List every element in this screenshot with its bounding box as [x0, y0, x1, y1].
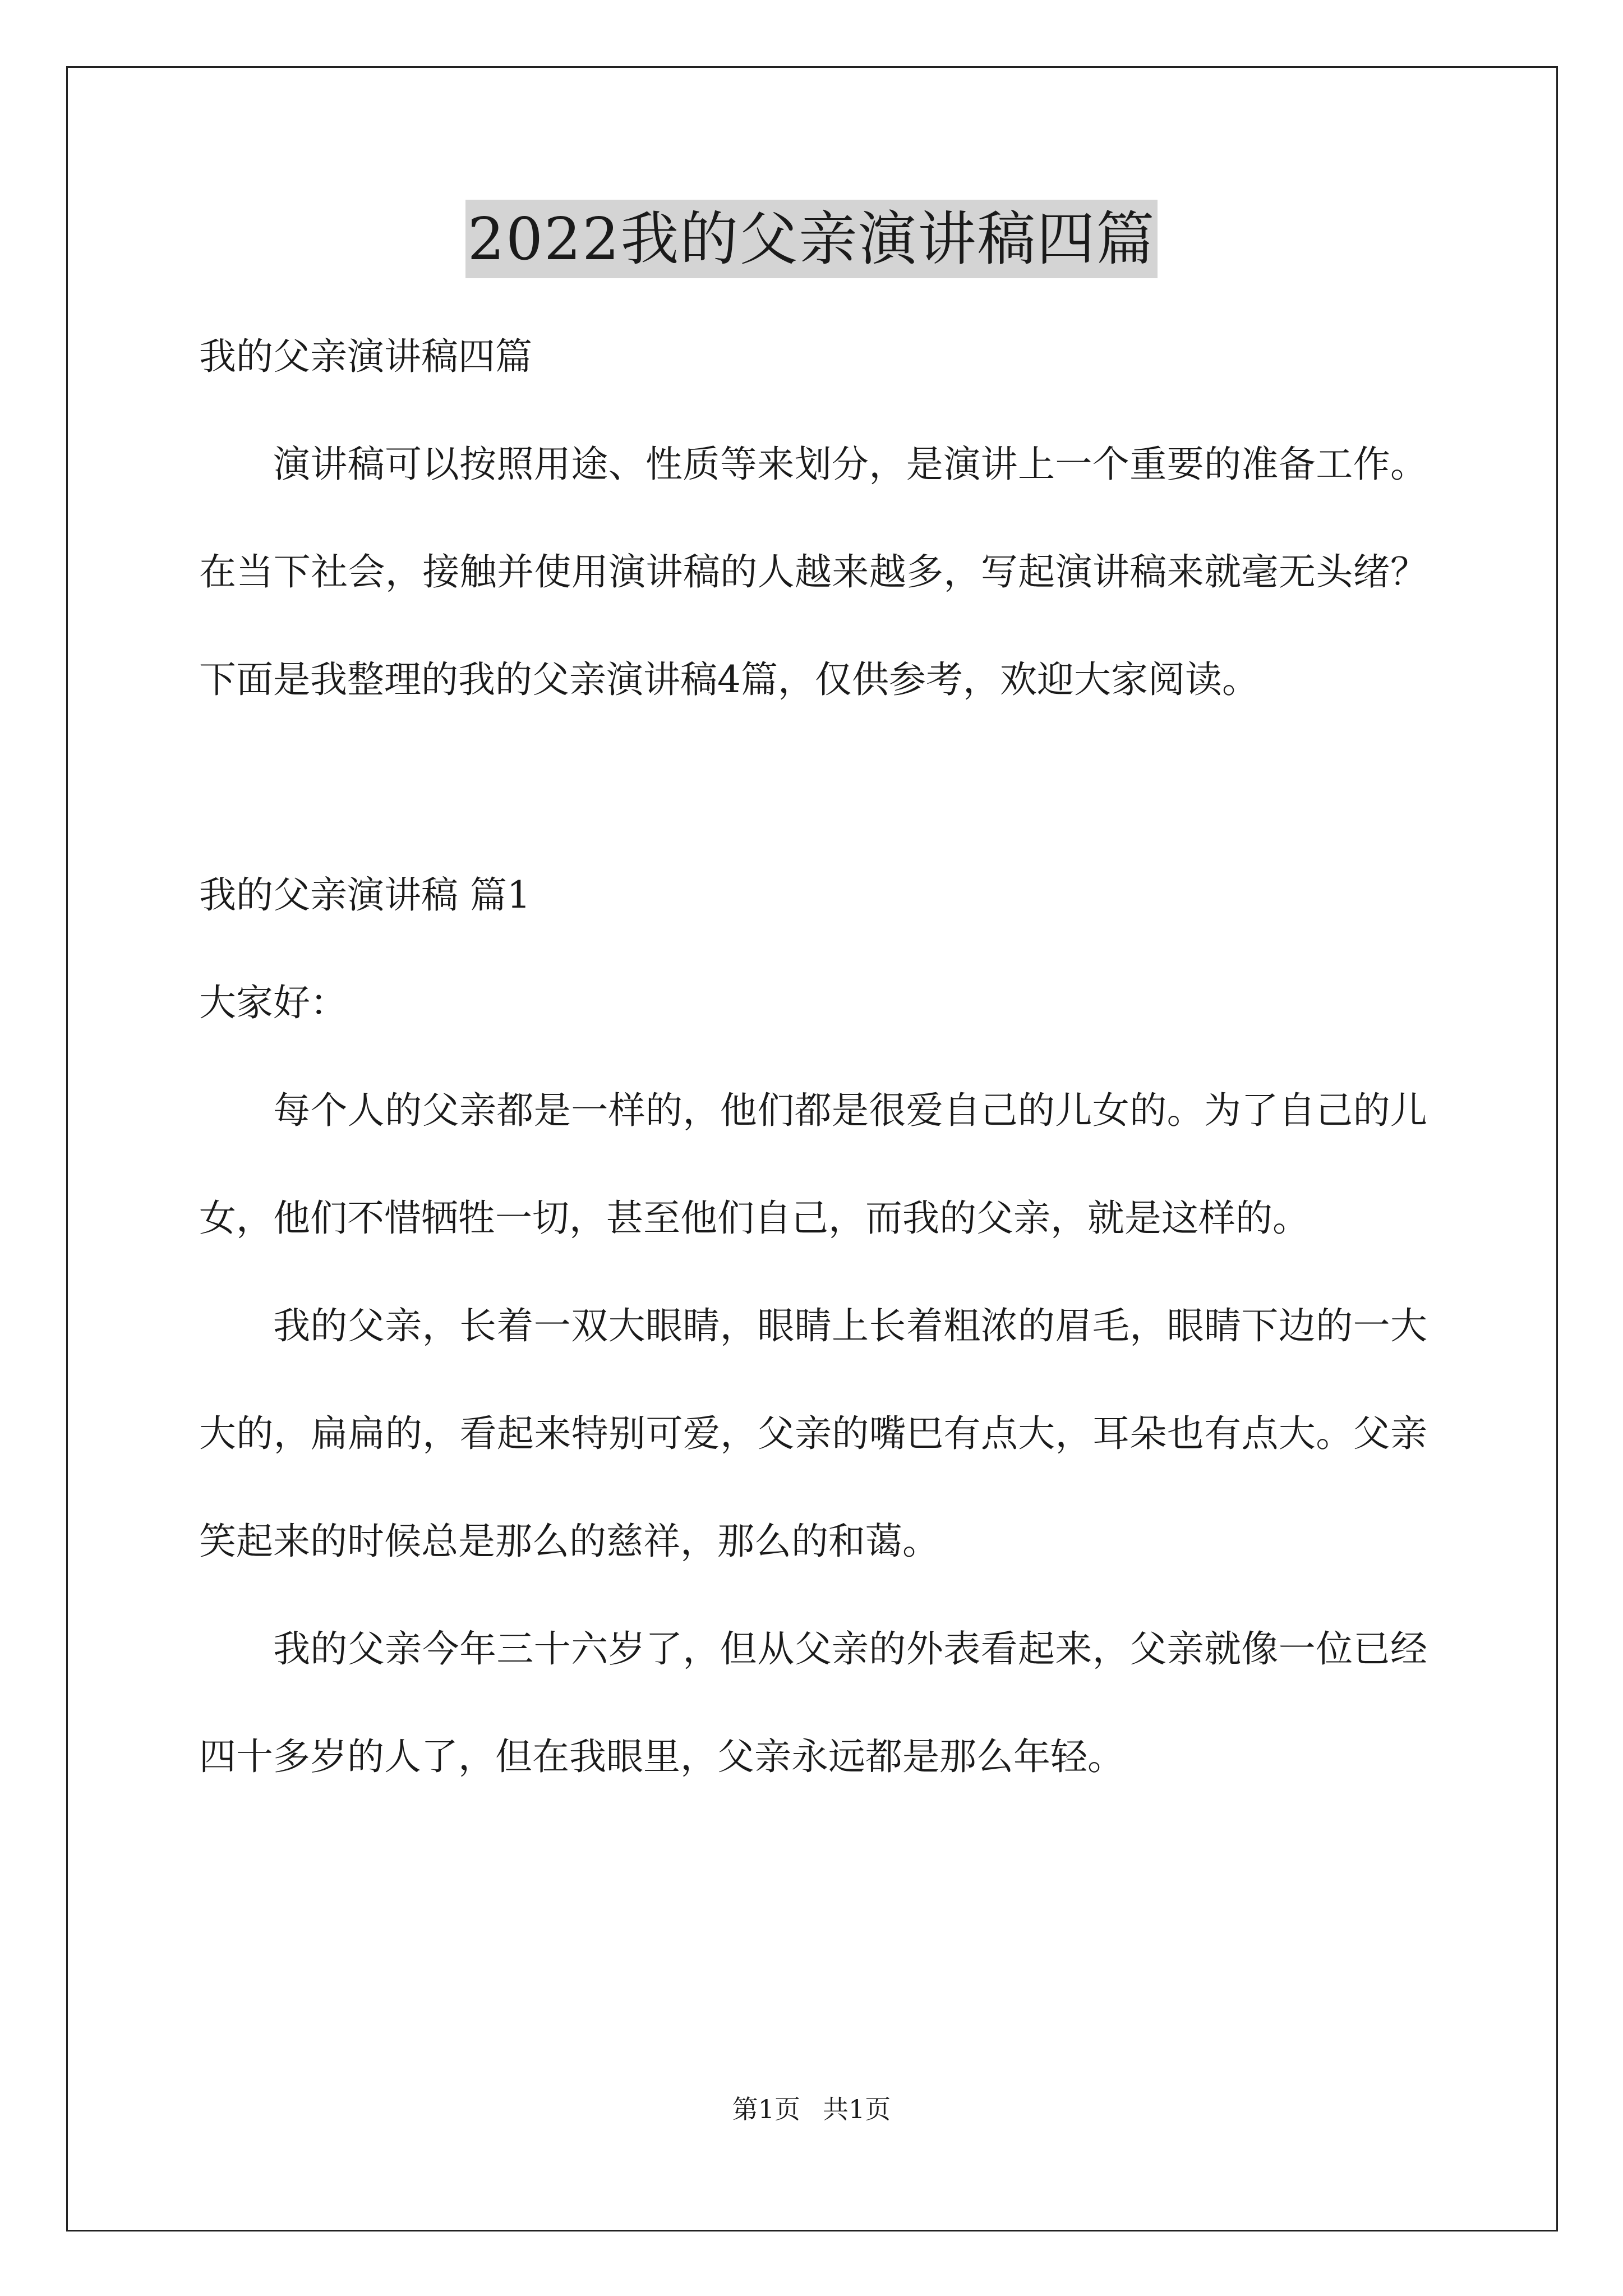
section-heading: 我的父亲演讲稿 篇1	[199, 873, 531, 917]
body-paragraph: 我的父亲今年三十六岁了，但从父亲的外表看起来，父亲就像一位已经四十多岁的人了，但在我眼里，父亲永远都是那么年轻。	[199, 1627, 1427, 1778]
greeting: 大家好：	[199, 981, 347, 1024]
spacer	[199, 734, 1427, 841]
page-number: 第1页	[732, 2094, 800, 2124]
intro-paragraph: 演讲稿可以按照用途、性质等来划分，是演讲上一个重要的准备工作。在当下社会，接触并使用演讲稿的人越来越多，写起演讲稿来就毫无头绪？下面是我整理的我的父亲演讲稿4篇，仅供参考，欢迎大家阅读。	[199, 443, 1427, 701]
subtitle: 我的父亲演讲稿四篇	[199, 335, 532, 378]
title-container	[0, 200, 1623, 278]
document-title: 2022我的父亲演讲稿四篇	[465, 200, 1158, 278]
page-total: 共1页	[823, 2094, 891, 2124]
page-footer	[0, 2092, 1623, 2126]
document-body	[199, 303, 1427, 1811]
body-paragraph: 每个人的父亲都是一样的，他们都是很爱自己的儿女的。为了自己的儿女，他们不惜牺牲一切，甚至他们自己，而我的父亲，就是这样的。	[199, 1089, 1427, 1240]
body-paragraph: 我的父亲，长着一双大眼睛，眼睛上长着粗浓的眉毛，眼睛下边的一大大的，扁扁的，看起来特别可爱，父亲的嘴巴有点大，耳朵也有点大。父亲笑起来的时候总是那么的慈祥，那么的和蔼。	[199, 1304, 1427, 1563]
